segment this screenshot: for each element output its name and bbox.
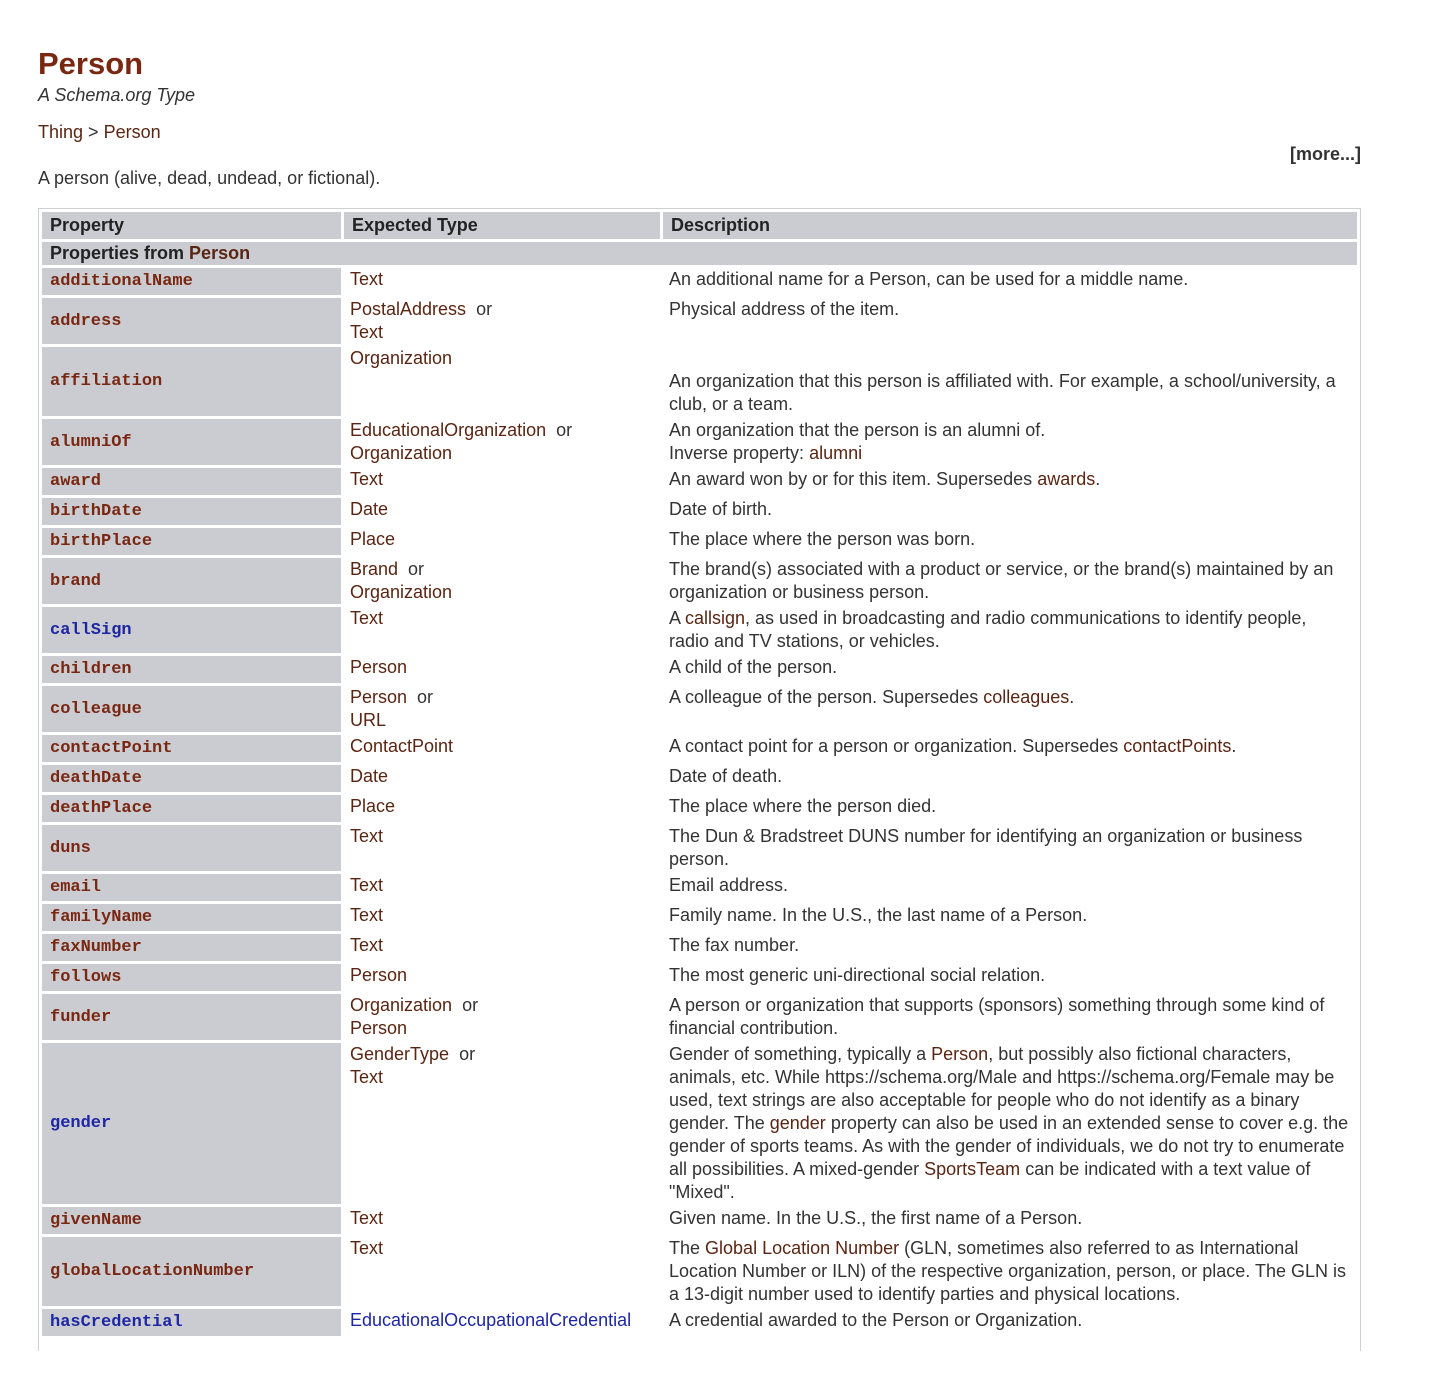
expected-type-cell: [344, 874, 660, 901]
property-row-award: [42, 468, 1357, 495]
property-name[interactable]: duns: [42, 825, 341, 871]
property-description: Date of birth.: [669, 499, 773, 519]
header-expected-type: Expected Type: [344, 212, 660, 239]
expected-type-cell: [344, 268, 660, 295]
property-row-gender: [42, 1043, 1357, 1204]
page-subtitle: A Schema.org Type: [38, 85, 196, 105]
type-link[interactable]: Text: [350, 935, 384, 955]
property-name[interactable]: contactPoint: [42, 735, 341, 762]
expected-type-cell: [344, 498, 660, 525]
page-header: [38, 44, 1361, 189]
inline-link[interactable]: SportsTeam: [924, 1159, 1021, 1179]
property-row-hasCredential: [42, 1309, 1357, 1336]
inline-link[interactable]: alumni: [809, 443, 863, 463]
type-link[interactable]: Text: [350, 826, 384, 846]
property-description: A credential awarded to the Person or Organization.: [669, 1310, 1083, 1330]
property-description: The Dun & Bradstreet DUNS number for identifying an organization or business person.: [669, 826, 1303, 869]
property-name[interactable]: deathPlace: [42, 795, 341, 822]
type-link[interactable]: Organization: [350, 582, 453, 602]
breadcrumb-thing[interactable]: Thing: [38, 122, 84, 142]
property-description: An organization that the person is an alumni of. Inverse property: alumni: [669, 420, 1046, 463]
property-description: The place where the person was born.: [669, 529, 976, 549]
expected-type-cell: [344, 904, 660, 931]
property-row-funder: [42, 994, 1357, 1040]
property-row-duns: [42, 825, 1357, 871]
expected-type-cell: [344, 994, 660, 1040]
property-name[interactable]: additionalName: [42, 268, 341, 295]
expected-type-cell: [344, 468, 660, 495]
or-separator: or: [398, 559, 425, 579]
property-name[interactable]: affiliation: [42, 347, 341, 416]
table-header-row: [42, 212, 1357, 239]
header-property: Property: [42, 212, 341, 239]
property-row-email: [42, 874, 1357, 901]
type-link[interactable]: Text: [350, 608, 384, 628]
property-row-alumniOf: [42, 419, 1357, 465]
property-name[interactable]: faxNumber: [42, 934, 341, 961]
section-header: [42, 242, 1357, 265]
property-row-givenName: [42, 1207, 1357, 1234]
property-row-colleague: [42, 686, 1357, 732]
type-link[interactable]: Date: [350, 499, 389, 519]
property-description: The most generic uni-directional social relation.: [669, 965, 1046, 985]
property-description: An organization that this person is affiliated with. For example, a school/university, a club, or a team.: [669, 371, 1336, 414]
expected-type-cell: [344, 795, 660, 822]
inline-link[interactable]: contactPoints: [1123, 736, 1232, 756]
expected-type-cell: [344, 686, 660, 732]
property-name[interactable]: brand: [42, 558, 341, 604]
property-description: Family name. In the U.S., the last name of a Person.: [669, 905, 1088, 925]
inline-link[interactable]: callsign: [685, 608, 746, 628]
expected-type-cell: [344, 1237, 660, 1306]
properties-table: [39, 209, 1360, 1339]
property-description: Physical address of the item.: [669, 299, 900, 319]
inline-link[interactable]: gender: [769, 1113, 826, 1133]
property-name[interactable]: gender: [42, 1043, 341, 1204]
expected-type-cell: [344, 735, 660, 762]
expected-type-cell: [344, 298, 660, 344]
property-name[interactable]: award: [42, 468, 341, 495]
section-type-link[interactable]: Person: [189, 243, 251, 263]
breadcrumb: [38, 121, 1361, 143]
property-description: The Global Location Number (GLN, sometimes also referred to as International Location Number or ILN) of the respective organization, person, or place. The GLN is a 13-digit number used to identify parties and physical locations.: [669, 1238, 1347, 1304]
or-separator: or: [466, 299, 493, 319]
section-header-row: [42, 242, 1357, 265]
property-description: Gender of something, typically a Person, but possibly also fictional characters, animals, etc. While https://schema.org/Male and https://schema.org/Female may be used, text strings are also acceptable for people who do not identify as a binary gender. The gender property can also be used in an extended sense to cover e.g. the gender of sports teams. As with the gender of individuals, we do not try to enumerate all possibilities. A mixed-gender SportsTeam can be indicated with a text value of "Mixed".: [669, 1044, 1349, 1202]
property-description: Email address.: [669, 875, 789, 895]
property-row-contactPoint: [42, 735, 1357, 762]
breadcrumb-separator: >: [88, 122, 99, 142]
property-description: A contact point for a person or organization. Supersedes contactPoints.: [669, 736, 1237, 756]
type-link[interactable]: Text: [350, 469, 384, 489]
property-description: A colleague of the person. Supersedes colleagues.: [669, 687, 1075, 707]
expected-type-cell: [344, 528, 660, 555]
expected-type-cell: [344, 1043, 660, 1204]
property-name[interactable]: funder: [42, 994, 341, 1040]
property-name[interactable]: givenName: [42, 1207, 341, 1234]
type-link[interactable]: Text: [350, 269, 384, 289]
property-row-follows: [42, 964, 1357, 991]
expected-type-cell: [344, 825, 660, 871]
property-row-brand: [42, 558, 1357, 604]
property-row-address: [42, 298, 1357, 344]
type-link[interactable]: Place: [350, 796, 396, 816]
property-description: A person or organization that supports (sponsors) something through some kind of financial contribution.: [669, 995, 1325, 1038]
property-description: The fax number.: [669, 935, 800, 955]
header-description: Description: [663, 212, 1357, 239]
property-name[interactable]: alumniOf: [42, 419, 341, 465]
or-separator: or: [546, 420, 573, 440]
property-row-faxNumber: [42, 934, 1357, 961]
type-link[interactable]: Person: [350, 1018, 408, 1038]
more-link[interactable]: [more...]: [1289, 144, 1361, 164]
property-name[interactable]: familyName: [42, 904, 341, 931]
type-link[interactable]: URL: [350, 710, 387, 730]
expected-type-cell: [344, 347, 660, 416]
type-link[interactable]: Organization: [350, 348, 453, 368]
expected-type-cell: [344, 558, 660, 604]
property-name[interactable]: address: [42, 298, 341, 344]
type-link[interactable]: Text: [350, 1208, 384, 1228]
property-description: Given name. In the U.S., the first name of a Person.: [669, 1208, 1083, 1228]
property-description: An additional name for a Person, can be used for a middle name.: [669, 269, 1189, 289]
property-name[interactable]: hasCredential: [42, 1309, 341, 1336]
properties-table-container: [38, 208, 1361, 1351]
type-link[interactable]: Place: [350, 529, 396, 549]
type-link[interactable]: Brand: [350, 559, 399, 579]
or-separator: or: [407, 687, 434, 707]
type-link[interactable]: Text: [350, 322, 384, 342]
property-description: The place where the person died.: [669, 796, 937, 816]
type-link[interactable]: GenderType: [350, 1044, 450, 1064]
property-description: A child of the person.: [669, 657, 838, 677]
expected-type-cell: [344, 607, 660, 653]
expected-type-cell: [344, 1207, 660, 1234]
type-link[interactable]: Person: [350, 657, 408, 677]
expected-type-cell: [344, 964, 660, 991]
type-link[interactable]: Person: [350, 965, 408, 985]
property-description: An award won by or for this item. Supersedes awards.: [669, 469, 1101, 489]
property-row-birthDate: [42, 498, 1357, 525]
property-name[interactable]: colleague: [42, 686, 341, 732]
property-name[interactable]: birthPlace: [42, 528, 341, 555]
property-row-deathPlace: [42, 795, 1357, 822]
type-link[interactable]: Person: [350, 687, 408, 707]
property-row-children: [42, 656, 1357, 683]
type-link[interactable]: Text: [350, 1238, 384, 1258]
property-row-affiliation: [42, 347, 1357, 416]
property-description: A callsign, as used in broadcasting and radio communications to identify people, radio and TV stations, or vehicles.: [669, 608, 1307, 651]
page-title: Person: [38, 46, 144, 81]
property-name[interactable]: children: [42, 656, 341, 683]
type-link[interactable]: Text: [350, 905, 384, 925]
type-link[interactable]: Date: [350, 766, 389, 786]
type-link[interactable]: Text: [350, 875, 384, 895]
type-link[interactable]: ContactPoint: [350, 736, 454, 756]
expected-type-cell: [344, 765, 660, 792]
property-row-callSign: [42, 607, 1357, 653]
property-name[interactable]: globalLocationNumber: [42, 1237, 341, 1306]
type-link[interactable]: Text: [350, 1067, 384, 1087]
property-row-additionalName: [42, 268, 1357, 295]
inline-link[interactable]: awards: [1037, 469, 1096, 489]
property-row-familyName: [42, 904, 1357, 931]
property-description: Date of death.: [669, 766, 783, 786]
type-link[interactable]: Organization: [350, 443, 453, 463]
inline-link[interactable]: colleagues: [983, 687, 1070, 707]
expected-type-cell: [344, 1309, 660, 1336]
section-prefix: Properties from: [50, 243, 190, 263]
type-description: A person (alive, dead, undead, or fictional).: [38, 168, 381, 188]
type-link[interactable]: EducationalOccupationalCredential: [350, 1310, 632, 1330]
inline-link[interactable]: Global Location Number: [705, 1238, 900, 1258]
property-name[interactable]: callSign: [42, 607, 341, 653]
expected-type-cell: [344, 419, 660, 465]
property-row-birthPlace: [42, 528, 1357, 555]
property-row-deathDate: [42, 765, 1357, 792]
or-separator: or: [452, 995, 479, 1015]
property-name[interactable]: birthDate: [42, 498, 341, 525]
property-name[interactable]: email: [42, 874, 341, 901]
property-name[interactable]: follows: [42, 964, 341, 991]
property-row-globalLocationNumber: [42, 1237, 1357, 1306]
type-link[interactable]: Organization: [350, 995, 453, 1015]
property-name[interactable]: deathDate: [42, 765, 341, 792]
expected-type-cell: [344, 656, 660, 683]
expected-type-cell: [344, 934, 660, 961]
breadcrumb-person[interactable]: Person: [103, 122, 161, 142]
property-description: The brand(s) associated with a product or service, or the brand(s) maintained by an organization or business person.: [669, 559, 1334, 602]
inline-link[interactable]: Person: [931, 1044, 989, 1064]
type-link[interactable]: EducationalOrganization: [350, 420, 547, 440]
type-link[interactable]: PostalAddress: [350, 299, 467, 319]
or-separator: or: [449, 1044, 476, 1064]
